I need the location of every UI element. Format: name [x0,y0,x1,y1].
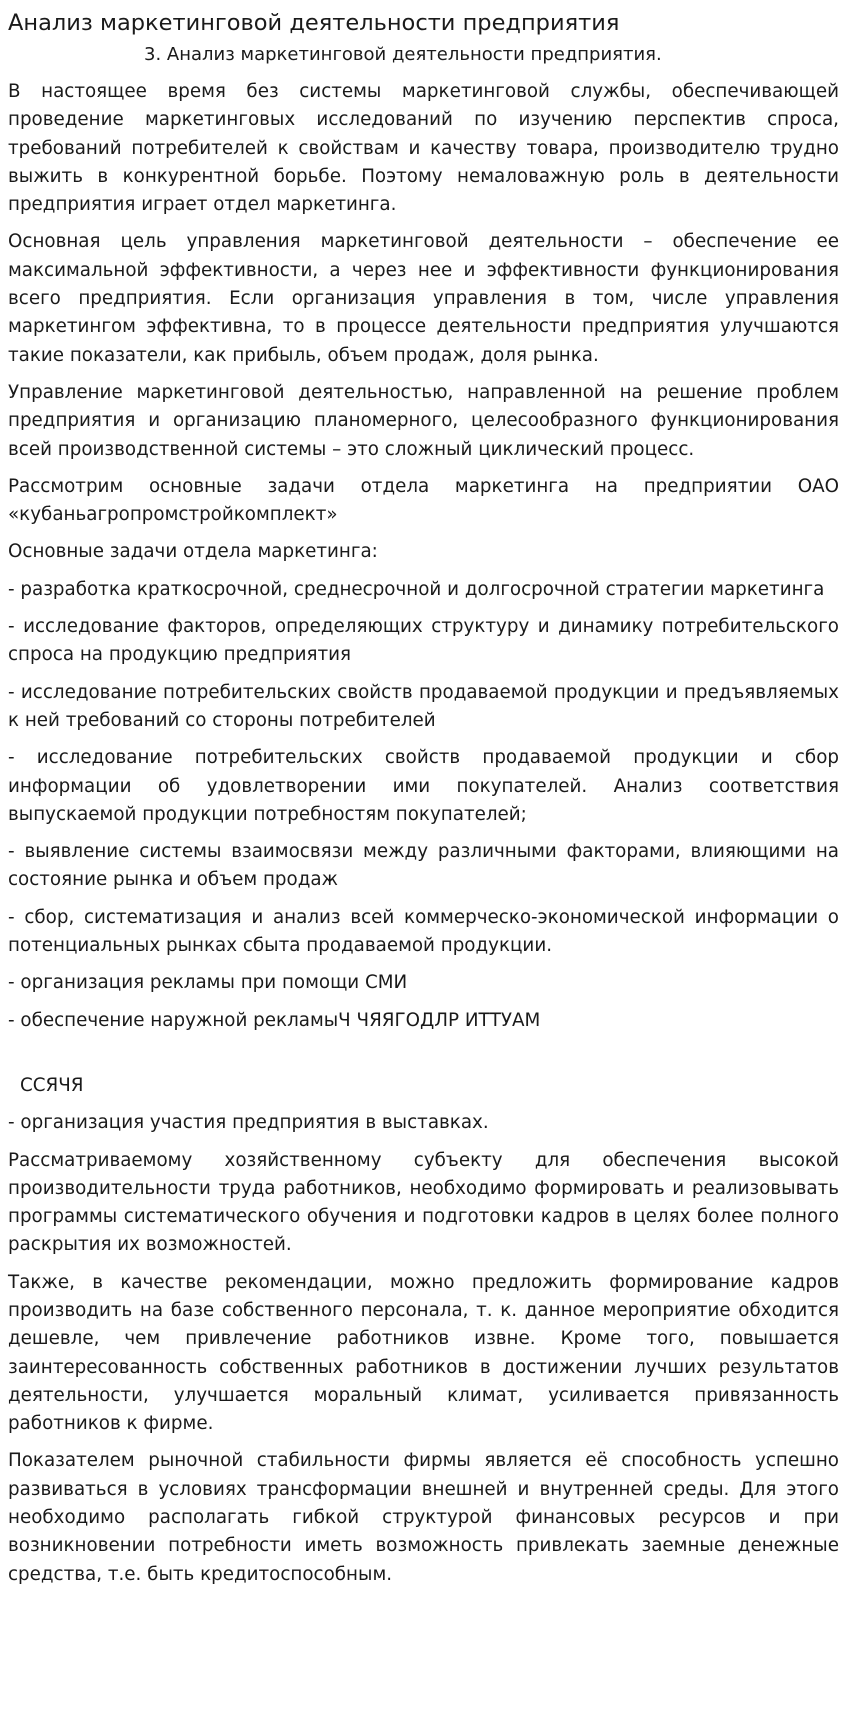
paragraph-tasks-intro: Рассмотрим основные задачи отдела маркетинга на предприятии ОАО «кубаньагропромстройкомплект» [8,475,839,526]
list-item: - разработка краткосрочной, среднесрочной и долгосрочной стратегии маркетинга [8,578,825,600]
paragraph-stability: Показателем рыночной стабильности фирмы является её способность успешно развиваться в условиях трансформации внешней и внутренней среды. Для этого необходимо располагать гибкой структурой финансовых ресурсов и при возникновении потребности иметь возможность привлекать заемные денежные средства, т.е. быть кредитоспособным. [8,1450,839,1585]
paragraph-recommendation: Также, в качестве рекомендации, можно предложить формирование кадров производить на базе собственного персонала, т. к. данное мероприятие обходится дешевле, чем привлечение работников извне. Кроме того, повышается заинтересованность собственных работников в достижении лучших результатов деятельности, улучшается моральный климат, усиливается привязанность работников к фирме. [8,1271,839,1435]
paragraph-intro: В настоящее время без системы маркетинговой службы, обеспечивающей проведение маркетинговых исследований по изучению перспектив спроса, требований потребителей к свойствам и качеству товара, производителю трудно выжить в конкурентной борьбе. Поэтому немаловажную роль в деятельности предприятия играет отдел маркетинга. [8,81,839,216]
list-item: - организация рекламы при помощи СМИ [8,972,408,994]
paragraph-training: Рассматриваемому хозяйственному субъекту для обеспечения высокой производительности труда работников, необходимо формировать и реализовывать программы систематического обучения и подготовки кадров в целях более полного раскрытия их возможностей. [8,1149,839,1256]
paragraph-management: Управление маркетинговой деятельностью, направленной на решение проблем предприятия и организацию планомерного, целесообразного функционирования всей производственной системы – это сложный циклический процесс. [8,381,839,460]
document-title: Анализ маркетинговой деятельности предприятия [8,10,620,36]
list-item: - выявление системы взаимосвязи между различными факторами, влияющими на состояние рынка и объем продаж [8,841,839,891]
list-item: - сбор, систематизация и анализ всей коммерческо-экономической информации о потенциальных рынках сбыта продаваемой продукции. [8,906,839,957]
list-item: - исследование потребительских свойств продаваемой продукции и предъявляемых к ней требований со стороны потребителей [8,681,839,731]
section-heading: 3. Анализ маркетинговой деятельности предприятия. [144,44,662,65]
list-item: - организация участия предприятия в выставках. [8,1112,489,1134]
blank-line [8,1044,839,1072]
stray-text: ССЯЧЯ [20,1074,84,1096]
list-item: - исследование потребительских свойств продаваемой продукции и сбор информации об удовлетворении ими покупателей. Анализ соответствия выпускаемой продукции потребностям покупателей; [8,747,839,825]
list-item: - исследование факторов, определяющих структуру и динамику потребительского спроса на продукцию предприятия [8,616,839,666]
paragraph-goal: Основная цель управления маркетинговой деятельности – обеспечение ее максимальной эффективности, а через нее и эффективности функционирования всего предприятия. Если организация управления в том, числе управления маркетингом эффективна, то в процессе деятельности предприятия улучшаются такие показатели, как прибыль, объем продаж, доля рынка. [8,231,839,366]
list-item: - обеспечение наружной рекламыЧ ЧЯЯГОДЛР ИТТУАМ [8,1009,541,1031]
tasks-heading: Основные задачи отдела маркетинга: [8,541,378,563]
